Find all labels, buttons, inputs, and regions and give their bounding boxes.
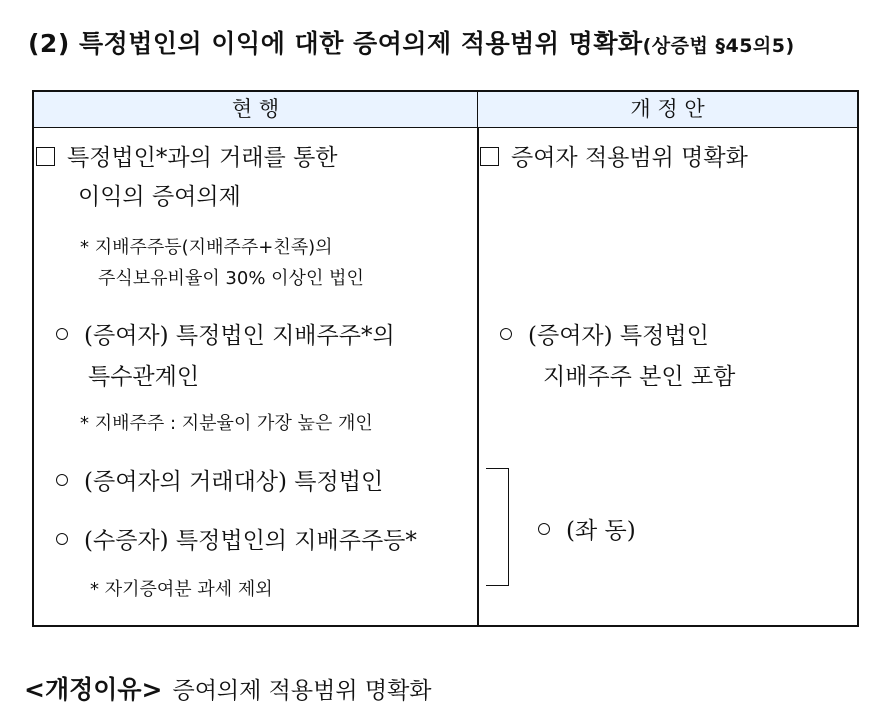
proposed-item-2	[500, 317, 709, 350]
current-item-4: (수증자) 특정법인의 지배주주등*	[56, 522, 417, 555]
current-note-2: * 지배주주 : 지분율이 가장 높은 개인	[80, 413, 373, 434]
checkbox-square-icon	[480, 147, 499, 166]
section-heading	[28, 24, 795, 60]
current-item-1	[36, 139, 338, 172]
current-item-2-line-1: (증여자) 특정법인 지배주주*의	[84, 323, 395, 349]
grouping-bracket	[486, 468, 509, 586]
circle-bullet-icon	[56, 474, 68, 486]
reason-label: <개정이유>	[24, 675, 163, 704]
heading-title: (2) 특정법인의 이익에 대한 증여의제 적용범위 명확화	[28, 29, 643, 58]
current-item-2	[56, 317, 395, 350]
checkbox-square-icon	[36, 147, 55, 166]
proposed-item-2-line-2: 지배주주 본인 포함	[543, 364, 736, 390]
current-item-2-line-2: 특수관계인	[88, 364, 200, 390]
circle-bullet-icon	[56, 533, 68, 545]
amendment-reason	[24, 670, 432, 706]
heading-law-reference: (상증법 §45의5)	[642, 35, 795, 57]
current-item-1-line-1: 특정법인*과의 거래를 통한	[67, 145, 338, 171]
current-note-4: * 자기증여분 과세 제외	[90, 579, 273, 600]
current-item-1-line-2: 이익의 증여의제	[78, 184, 241, 210]
column-header-proposed: 개 정 안	[478, 92, 857, 128]
proposed-item-3: (좌 동)	[538, 512, 636, 545]
circle-bullet-icon	[500, 328, 512, 340]
current-note-1-line-2: 주식보유비율이 30% 이상인 법인	[98, 268, 364, 289]
column-header-current: 현 행	[34, 92, 478, 128]
column-divider	[477, 128, 479, 625]
circle-bullet-icon	[56, 328, 68, 340]
circle-bullet-icon	[538, 523, 550, 535]
proposed-item-1: 증여자 적용범위 명확화	[480, 139, 748, 172]
current-item-3: (증여자의 거래대상) 특정법인	[56, 463, 383, 496]
current-note-1-line-1: * 지배주주등(지배주주+친족)의	[80, 237, 333, 258]
proposed-item-2-line-1: (증여자) 특정법인	[528, 323, 709, 349]
reason-text: 증여의제 적용범위 명확화	[172, 678, 432, 704]
